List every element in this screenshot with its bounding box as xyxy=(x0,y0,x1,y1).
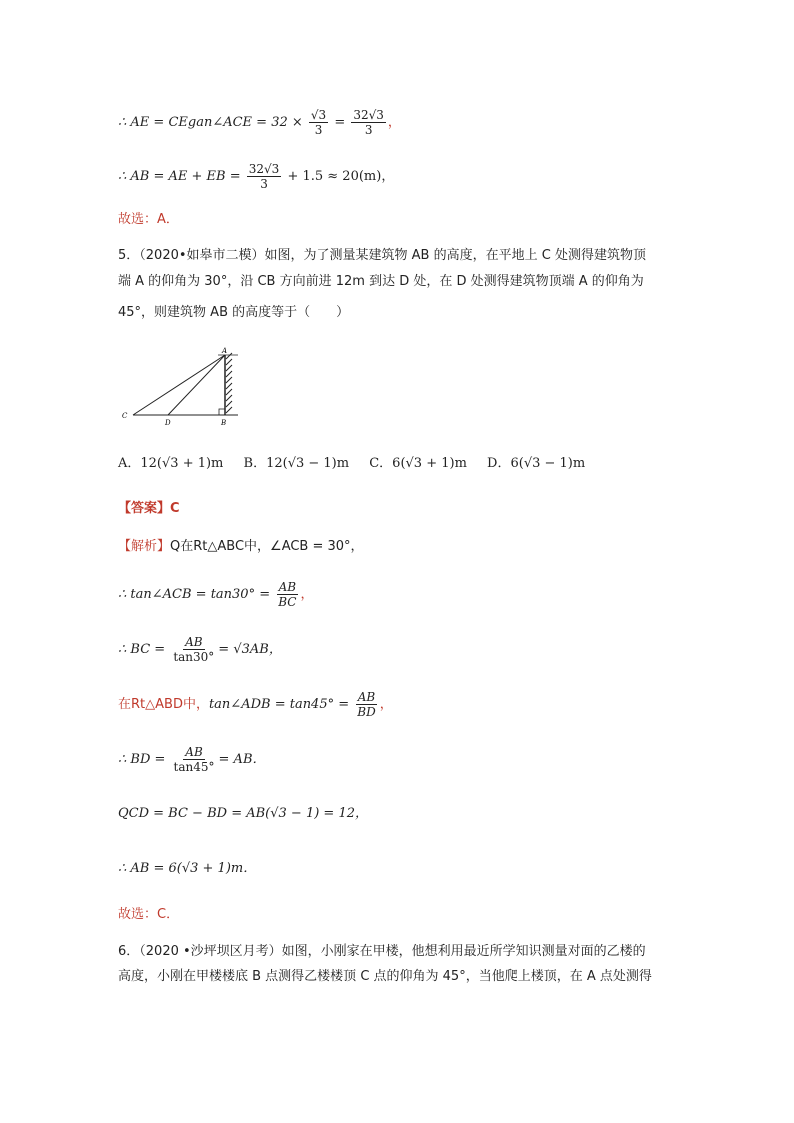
step-1 xyxy=(118,580,314,609)
frac-num: AB xyxy=(278,580,297,594)
frac-num: AB xyxy=(185,745,203,759)
final-choice: 故选：C． xyxy=(118,907,180,922)
step-3 xyxy=(118,690,393,719)
eq-line-ab xyxy=(118,162,394,191)
step-5: QCD = BC − BD = AB(√3 − 1) = 12， xyxy=(118,806,368,821)
label-d: D xyxy=(165,419,171,427)
frac-den: 3 xyxy=(364,123,373,137)
frac-num: AB xyxy=(185,635,203,649)
fraction xyxy=(172,745,217,774)
options-row xyxy=(118,455,601,473)
frac-num: √3 xyxy=(310,108,327,122)
analysis-intro xyxy=(118,538,364,556)
step-3-label: 在Rt△ABD中， xyxy=(118,697,209,712)
step-6: ∴ AB = 6(√3 + 1)m． xyxy=(118,861,257,876)
step-1-pre: ∴ tan∠ACB = tan30° = xyxy=(118,587,271,602)
label-a: A xyxy=(222,347,228,355)
question-5-line-3: 45°，则建筑物 AB 的高度等于（ ） xyxy=(118,305,350,320)
frac-den: tan30° xyxy=(173,650,215,664)
question-6-line-1: 6．（2020 •沙坪坝区月考）如图，小刚家在甲楼，他想利用最近所学知识测量对面的乙楼的 xyxy=(118,944,646,959)
fraction xyxy=(276,580,298,609)
punct: ， xyxy=(379,697,393,712)
option-b: B．12(√3 − 1)m xyxy=(243,456,350,471)
step-3-mid: tan∠ADB = tan45° = xyxy=(208,697,350,712)
fraction xyxy=(355,690,377,719)
frac-den: BC xyxy=(278,595,297,609)
frac-den: tan45° xyxy=(173,760,215,774)
answer-label: 【答案】C xyxy=(118,501,180,516)
step-4 xyxy=(118,745,266,774)
frac-den: 3 xyxy=(314,123,323,137)
step-4-pre: ∴ BD = xyxy=(118,752,166,767)
option-c: C．6(√3 + 1)m xyxy=(369,456,467,471)
frac-num: AB xyxy=(357,690,376,704)
analysis-tag: 【解析】 xyxy=(118,539,171,554)
step-4-post: = AB． xyxy=(218,752,266,767)
eq-ae-mid: gan∠ACE = 32 × xyxy=(187,115,303,130)
fraction xyxy=(309,108,328,137)
eq-ab-pre: ∴ AB = AE + EB = xyxy=(118,169,241,184)
fraction xyxy=(171,635,216,664)
step-2-pre: ∴ BC = xyxy=(118,642,166,657)
eq-ab-post: + 1.5 ≈ 20(m)， xyxy=(283,169,395,184)
step-2-post: = √3AB， xyxy=(218,642,282,657)
frac-num: 32√3 xyxy=(353,108,384,122)
label-c: C xyxy=(122,412,128,420)
punct: ， xyxy=(387,115,401,130)
analysis-text: Q在Rt△ABC中，∠ACB = 30°， xyxy=(170,539,364,554)
triangle-diagram xyxy=(118,345,248,430)
choose-a: 故选：A． xyxy=(118,212,179,227)
frac-den: 3 xyxy=(260,177,268,191)
fraction xyxy=(351,108,386,137)
option-d: D．6(√3 − 1)m xyxy=(487,456,586,471)
option-a: A．12(√3 + 1)m xyxy=(118,456,224,471)
step-2 xyxy=(118,635,282,664)
label-b: B xyxy=(221,419,227,427)
eq-line-ae xyxy=(118,108,401,137)
question-5-line-2: 端 A 的仰角为 30°，沿 CB 方向前进 12m 到达 D 处，在 D 处测得建筑物顶端 A 的仰角为 xyxy=(118,274,644,289)
punct: ， xyxy=(300,587,314,602)
eq-ae-pre: ∴ AE = CE xyxy=(118,115,188,130)
question-6-line-2: 高度，小刚在甲楼楼底 B 点测得乙楼楼顶 C 点的仰角为 45°，当他爬上楼顶，在 A 点处测得 xyxy=(118,969,652,984)
question-5-line-1: 5．（2020•如皋市二模）如图，为了测量某建筑物 AB 的高度，在平地上 C 处测得建筑物顶 xyxy=(118,248,646,263)
frac-den: BD xyxy=(357,705,376,719)
equals: = xyxy=(330,115,350,130)
frac-num: 32√3 xyxy=(248,162,280,176)
fraction xyxy=(247,162,282,191)
